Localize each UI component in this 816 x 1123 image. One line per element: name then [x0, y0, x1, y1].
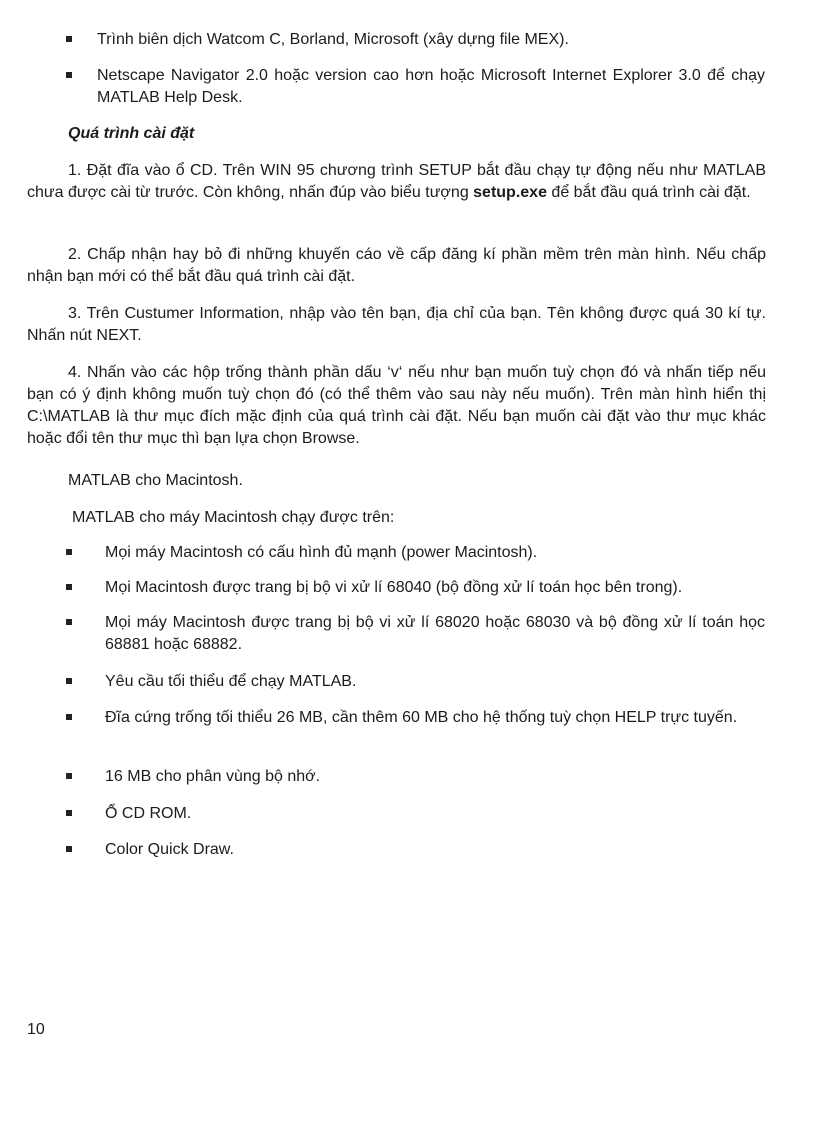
bullet-text: Mọi máy Macintosh được trang bị bộ vi xử lí 68020 hoặc 68030 và bộ đồng xử lí toán học 68881 hoặc 68882.	[105, 614, 765, 653]
page-number: 10	[27, 1021, 45, 1038]
bullet-marker	[66, 773, 72, 779]
bullet-text: Mọi máy Macintosh có cấu hình đủ mạnh (power Macintosh).	[105, 544, 538, 561]
bullet-marker	[66, 810, 72, 816]
bullet-marker	[66, 678, 72, 684]
step-text: để bắt đầu quá trình cài đặt.	[546, 184, 751, 201]
step-paragraph-2: 2. Chấp nhận hay bỏ đi những khuyến cáo về cấp đăng kí phần mềm trên màn hình. Nếu chấp nhận bạn mới có thể bắt đầu quá trình cài đặt.	[27, 246, 766, 285]
step-paragraph-4: 4. Nhấn vào các hộp trống thành phần dấu ‘v‘ nếu như bạn muốn tuỳ chọn đó và nhấn tiếp nếu bạn có ý định không muốn tuỳ chọn đó (có thể thêm vào sau này nếu muốn). Trên màn hình hiển thị C:\MATLAB là thư mục đích mặc định của quá trình cài đặt. Nếu bạn muốn cài đặt vào thư mục khác hoặc đổi tên thư mục thì bạn lựa chọn Browse.	[27, 364, 766, 447]
bullet-marker	[66, 619, 72, 625]
bullet-text: Mọi Macintosh được trang bị bộ vi xử lí 68040 (bộ đồng xử lí toán học bên trong).	[105, 579, 683, 596]
bullet-text: Yêu cầu tối thiểu để chạy MATLAB.	[105, 673, 357, 690]
step-paragraph-1	[27, 160, 766, 204]
bullet-marker	[66, 549, 72, 555]
mac-section-intro: MATLAB cho máy Macintosh chạy được trên:	[72, 509, 395, 526]
section-heading: Quá trình cài đặt	[68, 125, 195, 142]
bullet-text: Ổ CD ROM.	[105, 805, 192, 822]
bullet-text: Color Quick Draw.	[105, 841, 234, 858]
filename-bold: setup.exe	[473, 184, 547, 201]
bullet-text: Trình biên dịch Watcom C, Borland, Microsoft (xây dựng file MEX).	[97, 31, 569, 48]
bullet-marker	[66, 36, 72, 42]
bullet-text: Netscape Navigator 2.0 hoặc version cao hơn hoặc Microsoft Internet Explorer 3.0 để chạy MATLAB Help Desk.	[97, 67, 765, 106]
bullet-marker	[66, 584, 72, 590]
bullet-marker	[66, 72, 72, 78]
step-text: 1. Đặt đĩa vào ổ CD. Trên WIN 95 chương trình SETUP bắt đầu chạy tự động nếu như MATLAB chưa được cài từ trước. Còn không, nhấn đúp vào biểu tượng	[27, 162, 766, 201]
bullet-text: 16 MB cho phân vùng bộ nhớ.	[105, 768, 321, 785]
bullet-marker	[66, 714, 72, 720]
bullet-marker	[66, 846, 72, 852]
mac-section-title: MATLAB cho Macintosh.	[68, 472, 243, 489]
bullet-text: Đĩa cứng trống tối thiểu 26 MB, cần thêm 60 MB cho hệ thống tuỳ chọn HELP trực tuyến.	[105, 709, 738, 726]
step-paragraph-3: 3. Trên Custumer Information, nhập vào tên bạn, địa chỉ của bạn. Tên không được quá 30 kí tự. Nhấn nút NEXT.	[27, 305, 766, 344]
